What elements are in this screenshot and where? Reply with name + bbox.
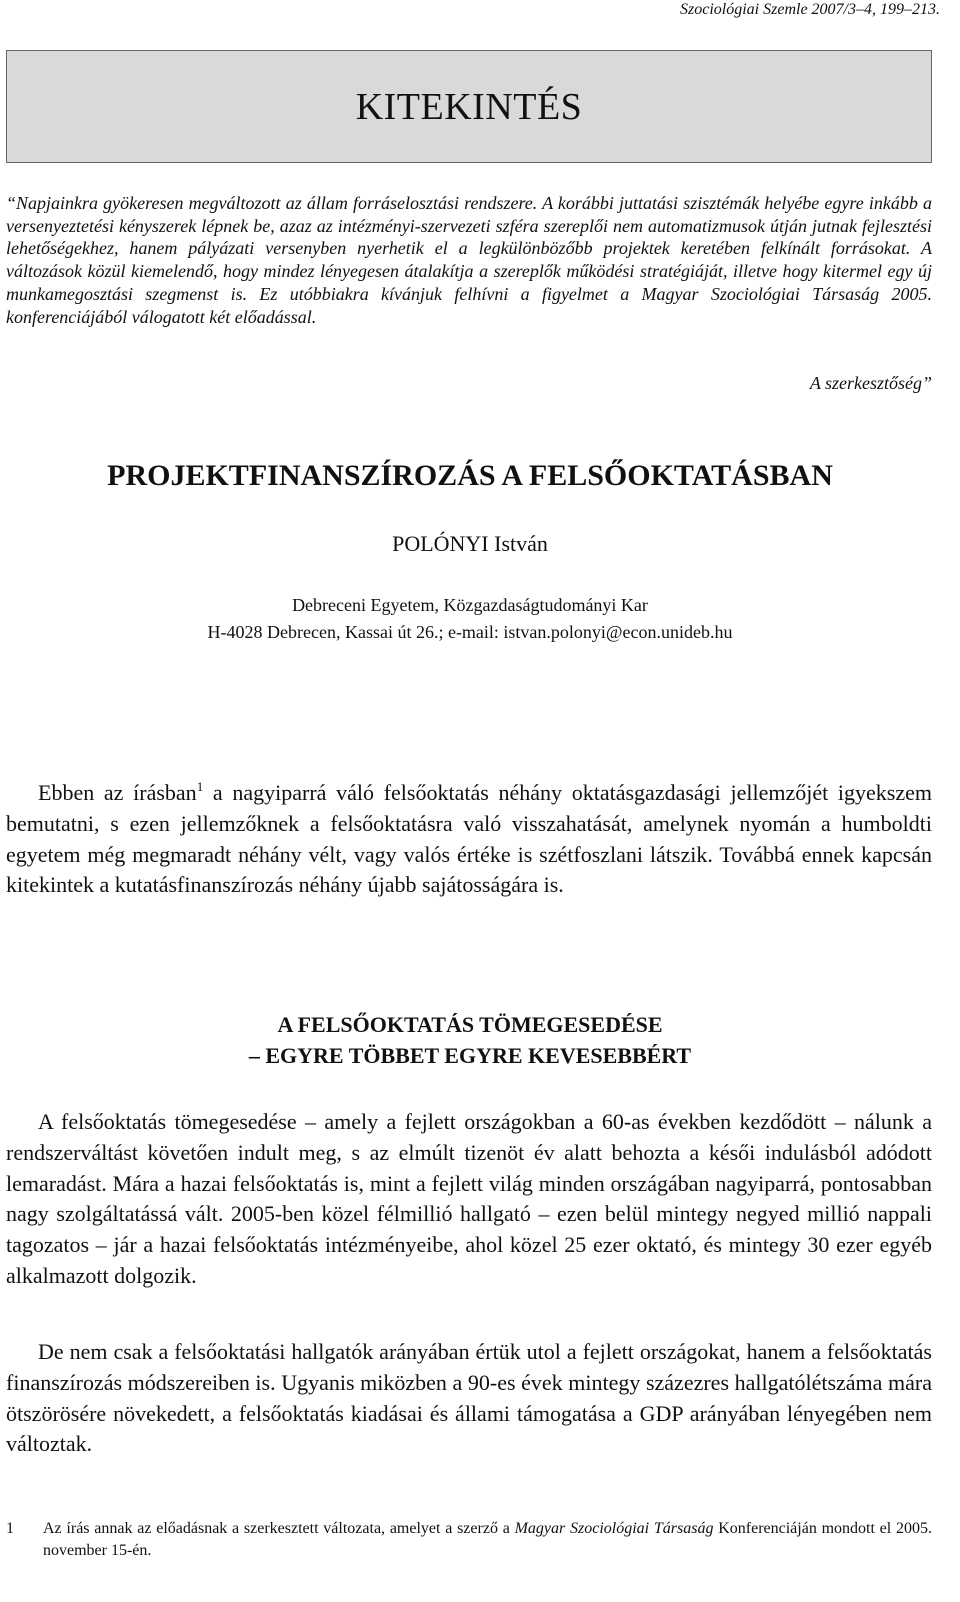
footnote-number: 1: [6, 1520, 14, 1537]
footnote-society-name: Magyar Szociológiai Társaság: [514, 1520, 714, 1537]
footnote-text: [43, 1518, 932, 1562]
footnote-reference[interactable]: 1: [196, 779, 204, 794]
body-paragraph-2: De nem csak a felsőoktatási hallgatók arányában értük utol a fejlett országokat, hanem a felsőoktatás finanszírozás módszereiben is. Ugyanis miközben a 90-es évek mintegy százezres hallgatólétszáma mára ötszörösére növekedett, a felsőoktatás kiadásai és állami támogatása a GDP arányában lényegében nem változtak.: [6, 1339, 932, 1457]
article-title: PROJEKTFINANSZÍROZÁS A FELSŐOKTATÁSBAN: [107, 459, 833, 492]
editorial-signature: A szerkesztőség”: [809, 373, 932, 393]
intro-text-start: Ebben az írásban: [38, 780, 197, 805]
footnote-text-start: Az írás annak az előadásnak a szerkesztett változata, amelyet a szerző a: [43, 1520, 515, 1537]
section-heading-line1: A FELSŐOKTATÁS TÖMEGESEDÉSE: [277, 1012, 663, 1037]
section-title: KITEKINTÉS: [355, 85, 583, 128]
author-address: H-4028 Debrecen, Kassai út 26.; e-mail: istvan.polonyi@econ.unideb.hu: [207, 622, 733, 642]
article-author: POLÓNYI István: [392, 531, 548, 556]
editorial-note: “Napjainkra gyökeresen megváltozott az állam forráselosztási rendszere. A korábbi juttatási szisztémák helyébe egyre inkább a versenyeztetési kényszerek lépnek be, azaz az intézményi-szervezeti szféra szereplői nem automatizmusok útján jutnak fejlesztési lehetőségekhez, hanem pályázati versenyben nyerhetik el a legkülönbözőbb projektek keretében felkínált forrásokat. A változások közül kiemelendő, hogy mindez lényegesen átalakítja a szereplők működési stratégiáját, illetve hogy kitermel egy új munkamegosztási szegmenst is. Ez utóbbiakra kívánjuk felhívni a figyelmet a Magyar Szociológiai Társaság 2005. konferenciájából válogatott két előadással.: [6, 193, 932, 327]
author-affiliation: Debreceni Egyetem, Közgazdaságtudományi Kar: [292, 595, 648, 615]
body-paragraph-1: A felsőoktatás tömegesedése – amely a fejlett országokban a 60-as években kezdődött – nálunk a rendszerváltást követően indult meg, s az elmúlt tizenöt év alatt behozta a késői indulásból adódott lemaradást. Mára a hazai felsőoktatás is, mint a fejlett világ minden országában nagyiparrá, pontosabban nagy szolgáltatássá vált. 2005-ben közel félmillió hallgató – ezen belül mintegy negyed millió nappali tagozatos – jár a hazai felsőoktatás intézményeibe, ahol közel 25 ezer oktató, és mintegy 30 ezer egyéb alkalmazott dolgozik.: [6, 1109, 932, 1288]
section-heading-line2: – EGYRE TÖBBET EGYRE KEVESEBBÉRT: [248, 1043, 692, 1068]
intro-text-rest: a nagyiparrá váló felsőoktatás néhány oktatásgazdasági jellemzőjét igyekszem bemutatni, s ezen jellemzőknek a felsőoktatásra való visszahatását, amelynek nyomán a humboldti egyetem még megmaradt néhány vélt, vagy valós értéke is szétfoszlani látszik. Továbbá ennek kapcsán kitekintek a kutatásfinanszírozás néhány újabb sajátosságára is.: [6, 780, 933, 898]
section-banner: [6, 50, 932, 163]
footnote-text-end: Konferenciáján mondott el 2005. november 15-én.: [43, 1520, 932, 1559]
footnote: [6, 1518, 932, 1562]
intro-paragraph: [6, 778, 932, 901]
journal-reference: Szociológiai Szemle 2007/3–4, 199–213.: [680, 1, 940, 18]
